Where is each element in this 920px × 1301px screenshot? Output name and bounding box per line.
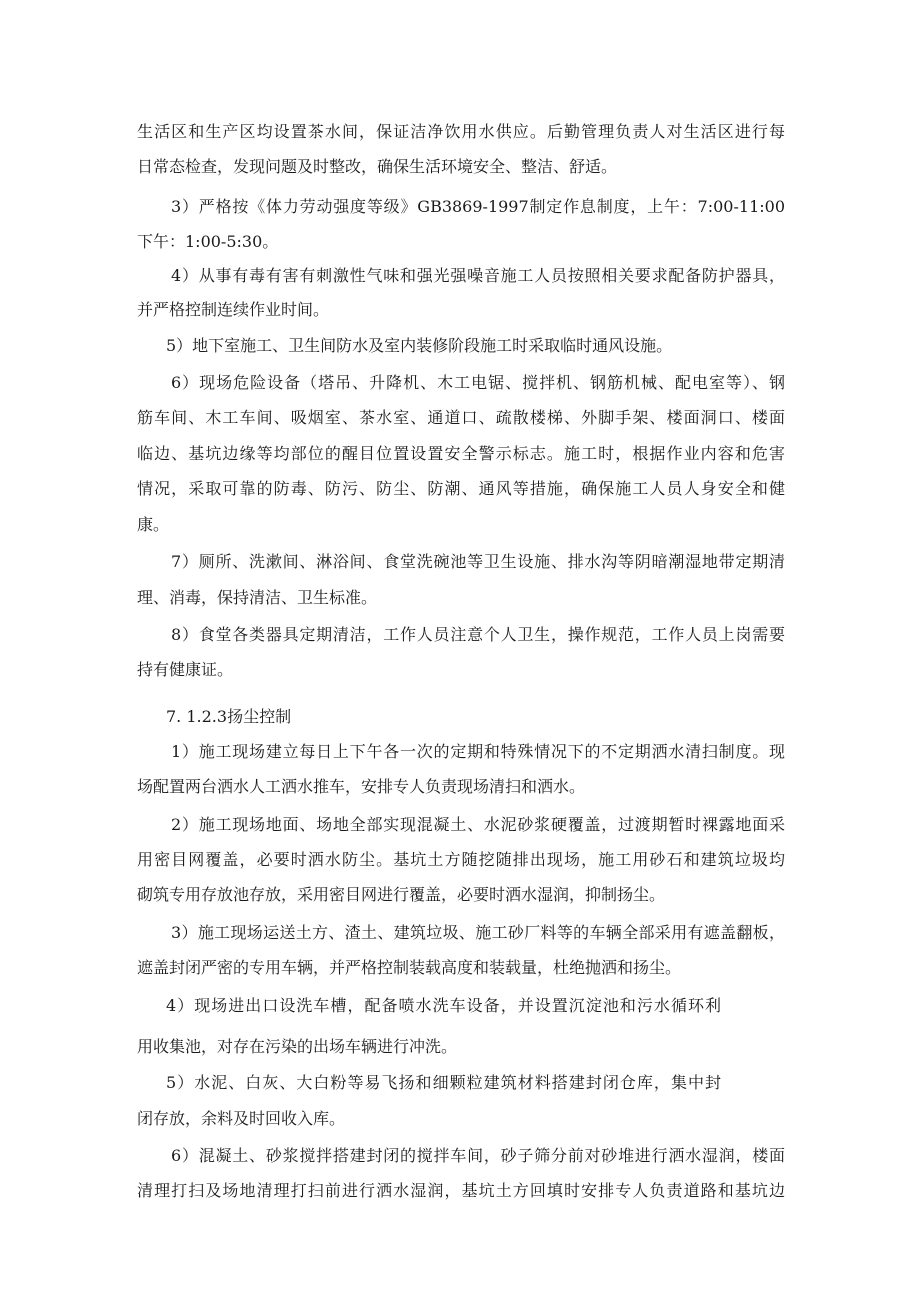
text-line: 遮盖封闭严密的专用车辆，并严格控制装载高度和装载量，杜绝抛洒和扬尘。: [137, 958, 682, 977]
text-line: 生活区和生产区均设置茶水间，保证洁净饮用水供应。后勤管理负责人对生活区进行每: [137, 122, 785, 141]
text-line: 康。: [137, 515, 170, 534]
text-line: 4）现场进出口设洗车槽，配备喷水洗车设备，并设置沉淀池和污水循环利: [166, 996, 721, 1015]
text-line: 并严格控制连续作业时间。: [137, 300, 330, 319]
text-line: 清理打扫及场地清理打扫前进行洒水湿润，基坑土方回填时安排专人负责道路和基坑边: [137, 1181, 785, 1200]
text-line: 8）食堂各类器具定期清洁，工作人员注意个人卫生，操作规范，工作人员上岗需要: [171, 625, 785, 644]
text-line: 3）严格按《体力劳动强度等级》GB3869-1997制定作息制度，上午：7:00-11:00: [171, 197, 785, 216]
text-line: 5）地下室施工、卫生间防水及室内装修阶段施工时采取临时通风设施。: [166, 336, 673, 355]
text-line: 持有健康证。: [137, 660, 234, 679]
text-line: 1）施工现场建立每日上下午各一次的定期和特殊情况下的不定期洒水清扫制度。现: [171, 742, 785, 761]
text-line: 理、消毒，保持清洁、卫生标准。: [137, 588, 378, 607]
text-line: 日常态检查，发现问题及时整改，确保生活环境安全、整洁、舒适。: [137, 157, 618, 176]
text-line: 4）从事有毒有害有刺激性气味和强光强噪音施工人员按照相关要求配备防护器具，: [171, 266, 785, 285]
text-line: 7）厕所、洗漱间、淋浴间、食堂洗碗池等卫生设施、排水沟等阴暗潮湿地带定期清: [171, 552, 785, 571]
text-line: 2）施工现场地面、场地全部实现混凝土、水泥砂浆硬覆盖，过渡期暂时裸露地面采: [171, 815, 785, 834]
section-heading: 7. 1.2.3扬尘控制: [166, 707, 292, 726]
text-line: 情况，采取可靠的防毒、防污、防尘、防潮、通风等措施，确保施工人员人身安全和健: [137, 479, 785, 498]
text-line: 砌筑专用存放池存放，采用密目网进行覆盖，必要时洒水湿润，抑制扬尘。: [137, 885, 666, 904]
text-line: 5）水泥、白灰、大白粉等易飞扬和细颗粒建筑材料搭建封闭仓库，集中封: [166, 1073, 721, 1092]
text-line: 6）现场危险设备（塔吊、升降机、木工电锯、搅拌机、钢筋机械、配电室等）、钢: [171, 373, 785, 392]
text-line: 用收集池，对存在污染的出场车辆进行冲洗。: [137, 1037, 458, 1056]
text-line: 6）混凝土、砂浆搅拌搭建封闭的搅拌车间，砂子筛分前对砂堆进行洒水湿润，楼面: [171, 1146, 785, 1165]
text-line: 临边、基坑边缘等均部位的醒目位置设置安全警示标志。施工时，根据作业内容和危害: [137, 444, 785, 463]
text-line: 下午：1:00-5:30。: [137, 232, 279, 251]
text-line: 3）施工现场运送土方、渣土、建筑垃圾、施工砂厂料等的车辆全部采用有遮盖翻板，: [171, 923, 785, 942]
text-line: 闭存放，余料及时回收入库。: [137, 1109, 346, 1128]
text-line: 场配置两台洒水人工洒水推车，安排专人负责现场清扫和洒水。: [137, 777, 586, 796]
text-line: 筋车间、木工车间、吸烟室、茶水室、通道口、疏散楼梯、外脚手架、楼面洞口、楼面: [137, 408, 785, 427]
text-line: 用密目网覆盖，必要时洒水防尘。基坑土方随挖随排出现场，施工用砂石和建筑垃圾均: [137, 850, 785, 869]
